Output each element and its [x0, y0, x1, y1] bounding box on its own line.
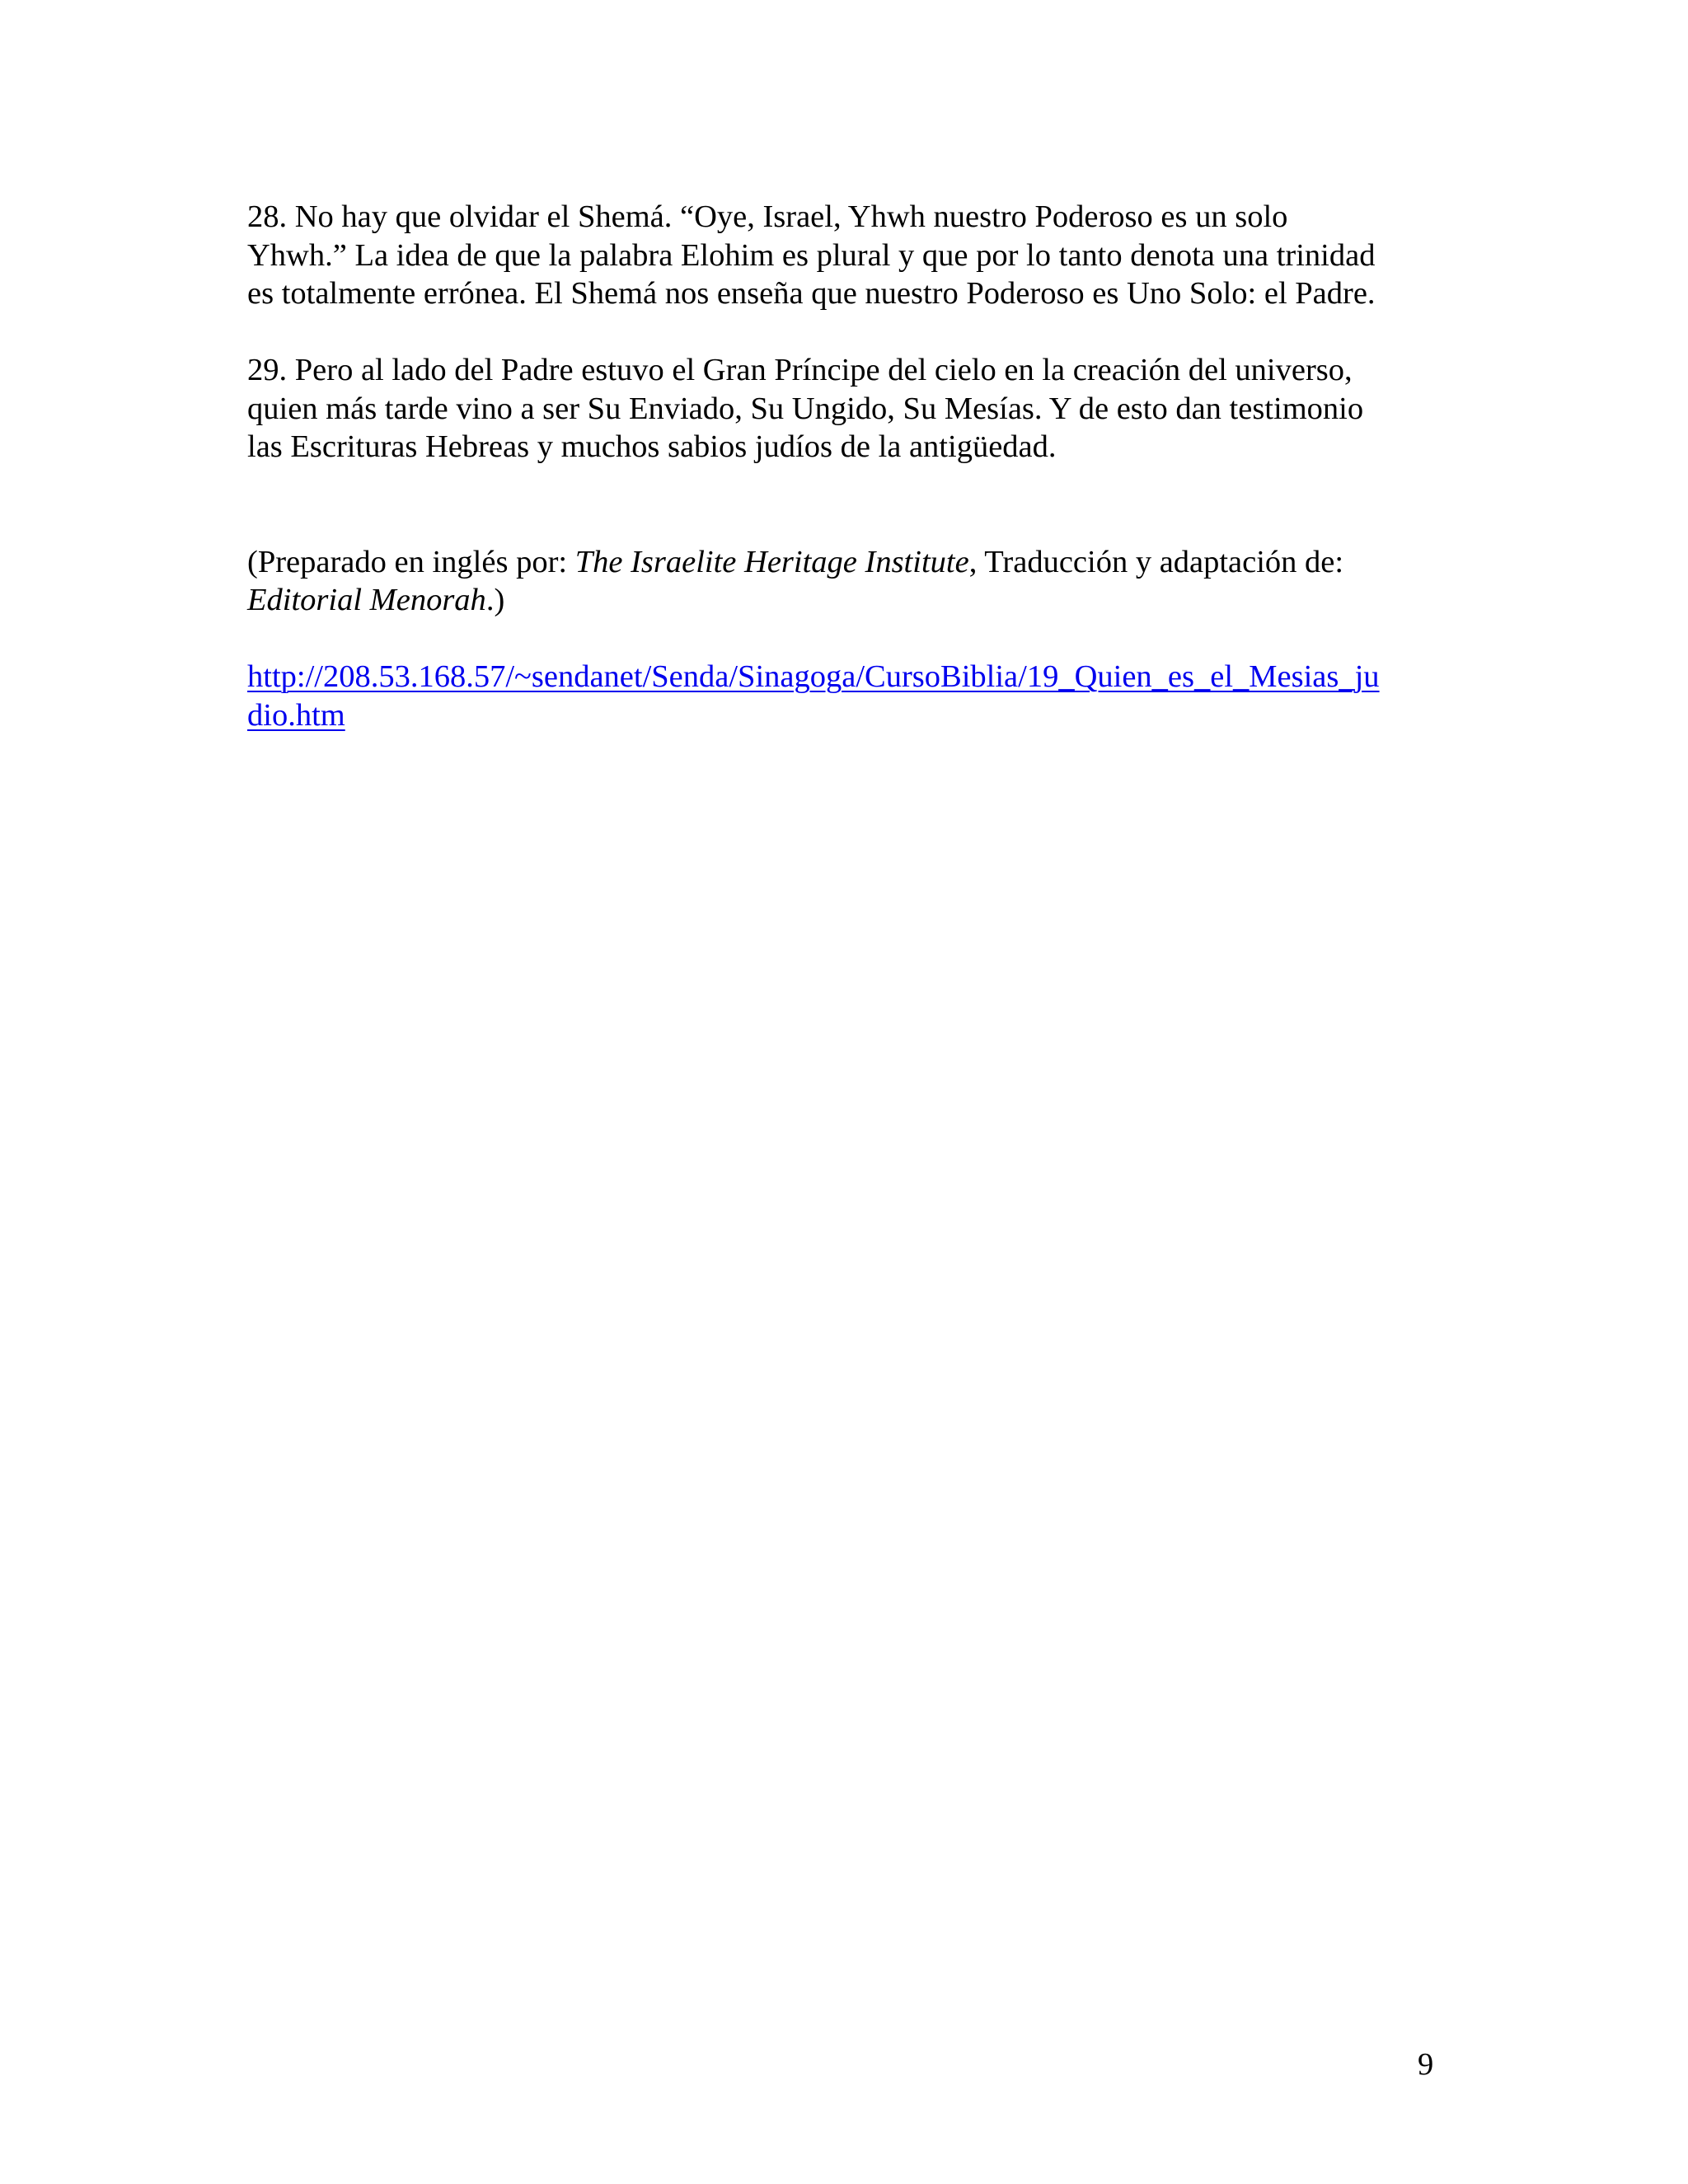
- credit-line: [247, 581, 1434, 620]
- paragraph-line: quien más tarde vino a ser Su Enviado, Su Ungido, Su Mesías. Y de esto dan testimonio: [247, 391, 1364, 426]
- credit-prefix: (Preparado en inglés por:: [247, 544, 575, 579]
- credit-middle: , Traducción y adaptación de:: [968, 544, 1344, 579]
- paragraph-line: Yhwh.” La idea de que la palabra Elohim es plural y que por lo tanto denota una trinidad: [247, 237, 1376, 273]
- paragraph-line: 29. Pero al lado del Padre estuvo el Gran Príncipe del cielo en la creación del universo,: [247, 353, 1353, 387]
- credit-note: [247, 543, 1434, 620]
- source-link[interactable]: [247, 658, 1434, 734]
- credit-publisher: Editorial Menorah: [247, 583, 486, 617]
- source-link-line[interactable]: dio.htm: [247, 697, 345, 733]
- credit-line: [247, 543, 1434, 582]
- source-link-line[interactable]: http://208.53.168.57/~sendanet/Senda/Sinagoga/CursoBiblia/19_Quien_es_el_Mesias_ju: [247, 659, 1380, 694]
- paragraph-28: [247, 198, 1434, 313]
- credit-suffix: .): [485, 583, 505, 617]
- page-body: [247, 198, 1434, 773]
- paragraph-line: las Escrituras Hebreas y muchos sabios judíos de la antigüedad.: [247, 429, 1057, 464]
- paragraph-line: es totalmente errónea. El Shemá nos enseña que nuestro Poderoso es Uno Solo: el Padre.: [247, 276, 1376, 311]
- page-number: 9: [1418, 2047, 1434, 2082]
- paragraph-line: 28. No hay que olvidar el Shemá. “Oye, Israel, Yhwh nuestro Poderoso es un solo: [247, 199, 1288, 234]
- paragraph-29: [247, 351, 1434, 466]
- credit-source-name: The Israelite Heritage Institute: [574, 544, 969, 579]
- spacer: [247, 504, 1434, 543]
